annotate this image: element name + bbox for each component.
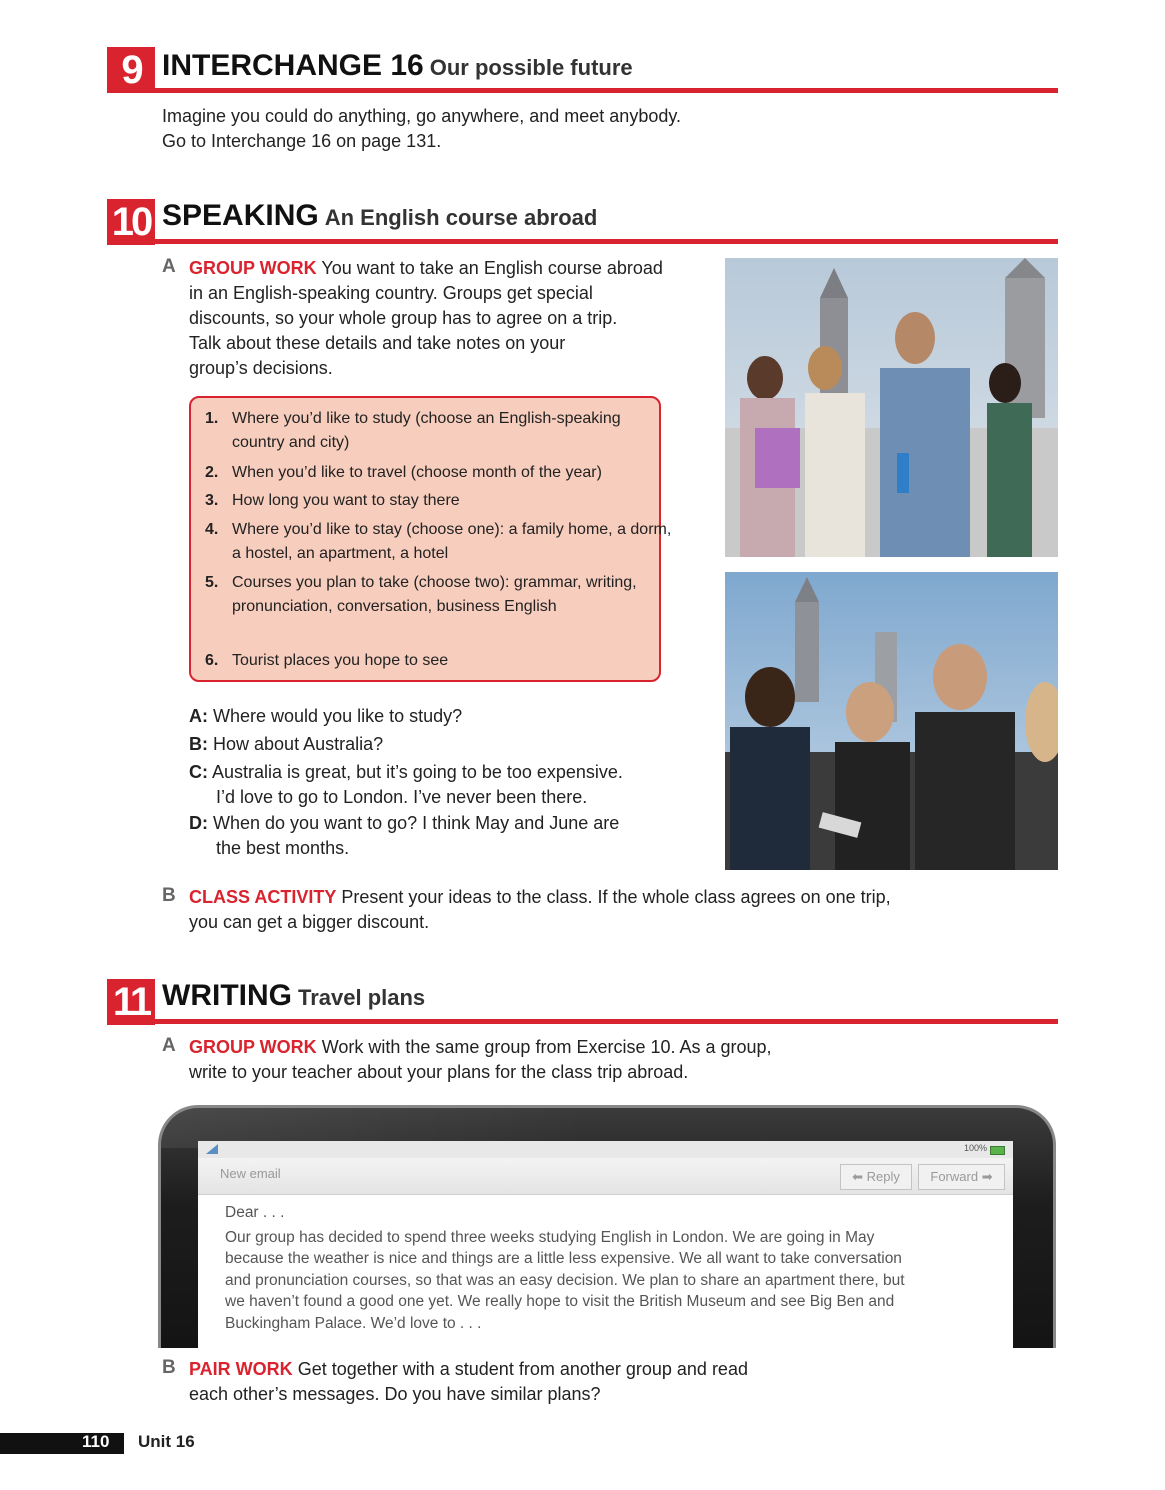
section-10-part-b-line-2: you can get a bigger discount. — [189, 912, 430, 932]
email-line: we haven’t found a good one yet. We really hope to visit the British Museum and see Big Ben and — [225, 1293, 895, 1310]
list-item-number: 2. — [205, 464, 219, 481]
section-9-title — [162, 49, 633, 83]
email-line: Buckingham Palace. We’d love to . . . — [225, 1314, 482, 1332]
dialog-line-d — [189, 811, 689, 861]
list-item-number: 6. — [205, 652, 219, 669]
section-10-part-b-line-1: Present your ideas to the class. If the whole class agrees on one trip, — [341, 887, 891, 907]
dialog-continuation: I’d love to go to London. I’ve never been there. — [216, 787, 588, 807]
dialog-text: Where would you like to study? — [213, 706, 463, 726]
dialog-speaker: B: — [189, 734, 208, 754]
section-11-subtitle: Travel plans — [297, 985, 426, 1010]
forward-button[interactable] — [918, 1164, 1005, 1190]
section-9-title-text: INTERCHANGE 16 — [162, 49, 424, 82]
list-item — [205, 649, 672, 673]
list-item-number: 5. — [205, 574, 219, 591]
photo-students-walking — [725, 258, 1058, 557]
section-10-part-b-text — [189, 885, 989, 935]
section-10-part-a-line-3: discounts, so your whole group has to agree on a trip. — [189, 308, 618, 328]
email-line: Our group has decided to spend three weeks studying English in London. We are going in May — [225, 1228, 875, 1246]
section-10-title — [162, 199, 597, 233]
section-9-line-2: Go to Interchange 16 on page 131. — [162, 131, 442, 151]
section-11-title — [162, 979, 425, 1013]
unit-label: Unit 16 — [138, 1432, 195, 1451]
section-10-part-a-letter: A — [162, 256, 176, 277]
section-11-part-a-text — [189, 1035, 989, 1085]
list-item — [205, 518, 672, 566]
mail-toolbar — [198, 1158, 1013, 1195]
section-10-title-text: SPEAKING — [162, 199, 319, 232]
dialog-text: Australia is great, but it’s going to be too expensive. — [212, 762, 623, 782]
email-line: because the weather is nice and things are a little less expensive. We all want to take conversation — [225, 1250, 902, 1267]
section-10-part-a-line-4: Talk about these details and take notes on your — [189, 333, 566, 353]
section-9-line-1: Imagine you could do anything, go anywhere, and meet anybody. — [162, 106, 682, 126]
dialog-speaker: C: — [189, 762, 208, 782]
section-11-part-a-line-2: write to your teacher about your plans for the class trip abroad. — [189, 1062, 689, 1082]
page-number: 110 — [82, 1432, 110, 1451]
signal-icon — [206, 1144, 218, 1154]
section-11-part-b-line-1: Get together with a student from another group and read — [297, 1359, 748, 1379]
section-11-part-b-letter: B — [162, 1357, 176, 1378]
email-line: and pronunciation courses, so that was an easy decision. We plan to share an apartment there, but — [225, 1271, 905, 1289]
list-item-number: 3. — [205, 492, 219, 509]
section-10-rule — [155, 239, 1058, 244]
list-item — [205, 489, 672, 513]
section-11-title-text: WRITING — [162, 979, 292, 1012]
section-10-part-a-text — [189, 256, 709, 381]
section-9-rule — [155, 88, 1058, 93]
reply-button[interactable] — [840, 1164, 912, 1190]
dialog-line-a — [189, 704, 689, 729]
list-item — [205, 461, 672, 485]
dialog-text: How about Australia? — [213, 734, 384, 754]
photo-students-walking-drawing — [725, 258, 1058, 557]
forward-label: Forward — [930, 1169, 979, 1184]
section-11-part-b-text — [189, 1357, 989, 1407]
status-bar — [198, 1141, 1013, 1158]
section-10-part-b-label: CLASS ACTIVITY — [189, 887, 337, 907]
section-10-part-a-label: GROUP WORK — [189, 258, 317, 278]
photo-students-laughing — [725, 572, 1058, 870]
section-10-subtitle: An English course abroad — [324, 205, 598, 230]
mail-title: New email — [220, 1166, 281, 1181]
section-10-number: 10 — [107, 199, 155, 245]
section-10-part-a-line-1: You want to take an English course abroad — [321, 258, 663, 278]
section-11-rule — [155, 1019, 1058, 1024]
dialog-speaker: A: — [189, 706, 208, 726]
section-11-part-a-letter: A — [162, 1035, 176, 1056]
dialog-text: When do you want to go? I think May and June are — [213, 813, 620, 833]
battery-icon — [990, 1146, 1005, 1155]
forward-arrow-icon: ➡ — [981, 1169, 993, 1184]
section-10-part-b-letter: B — [162, 885, 176, 906]
dialog-speaker: D: — [189, 813, 208, 833]
reply-label: Reply — [866, 1169, 900, 1184]
photo-students-laughing-drawing — [725, 572, 1058, 870]
list-item-number: 4. — [205, 521, 219, 538]
list-item-text: Where you’d like to study (choose an English-speaking country and city) — [232, 410, 621, 451]
section-11-number: 11 — [107, 979, 155, 1025]
section-9-number: 9 — [107, 47, 155, 93]
section-11-part-a-line-1: Work with the same group from Exercise 10. As a group, — [321, 1037, 772, 1057]
email-greeting: Dear . . . — [225, 1204, 285, 1221]
list-item-text: Courses you plan to take (choose two): grammar, writing, pronunciation, conversation, business English — [232, 574, 637, 615]
list-item-text: Where you’d like to stay (choose one): a family home, a dorm, a hostel, an apartment, a hotel — [232, 521, 672, 562]
section-10-part-a-line-2: in an English-speaking country. Groups get special — [189, 283, 593, 303]
section-11-part-b-label: PAIR WORK — [189, 1359, 293, 1379]
list-item — [205, 407, 672, 455]
dialog-continuation: the best months. — [216, 838, 350, 858]
dialog-line-b — [189, 732, 689, 757]
reply-arrow-icon: ⬅ — [852, 1169, 864, 1184]
details-list-box — [189, 396, 672, 682]
email-screen — [198, 1141, 1013, 1348]
list-item-text: When you’d like to travel (choose month of the year) — [232, 464, 602, 481]
list-item-text: Tourist places you hope to see — [232, 652, 449, 669]
section-9-subtitle: Our possible future — [429, 55, 633, 80]
section-10-part-a-line-5: group’s decisions. — [189, 358, 333, 378]
list-item-text: How long you want to stay there — [232, 492, 460, 509]
dialog-line-c — [189, 760, 689, 810]
section-11-part-a-label: GROUP WORK — [189, 1037, 317, 1057]
list-item-number: 1. — [205, 410, 219, 427]
section-11-part-b-line-2: each other’s messages. Do you have similar plans? — [189, 1384, 601, 1404]
tablet-device — [158, 1105, 1056, 1348]
email-body[interactable] — [225, 1202, 995, 1334]
list-item — [205, 571, 672, 619]
battery-label: 100% — [963, 1143, 987, 1153]
